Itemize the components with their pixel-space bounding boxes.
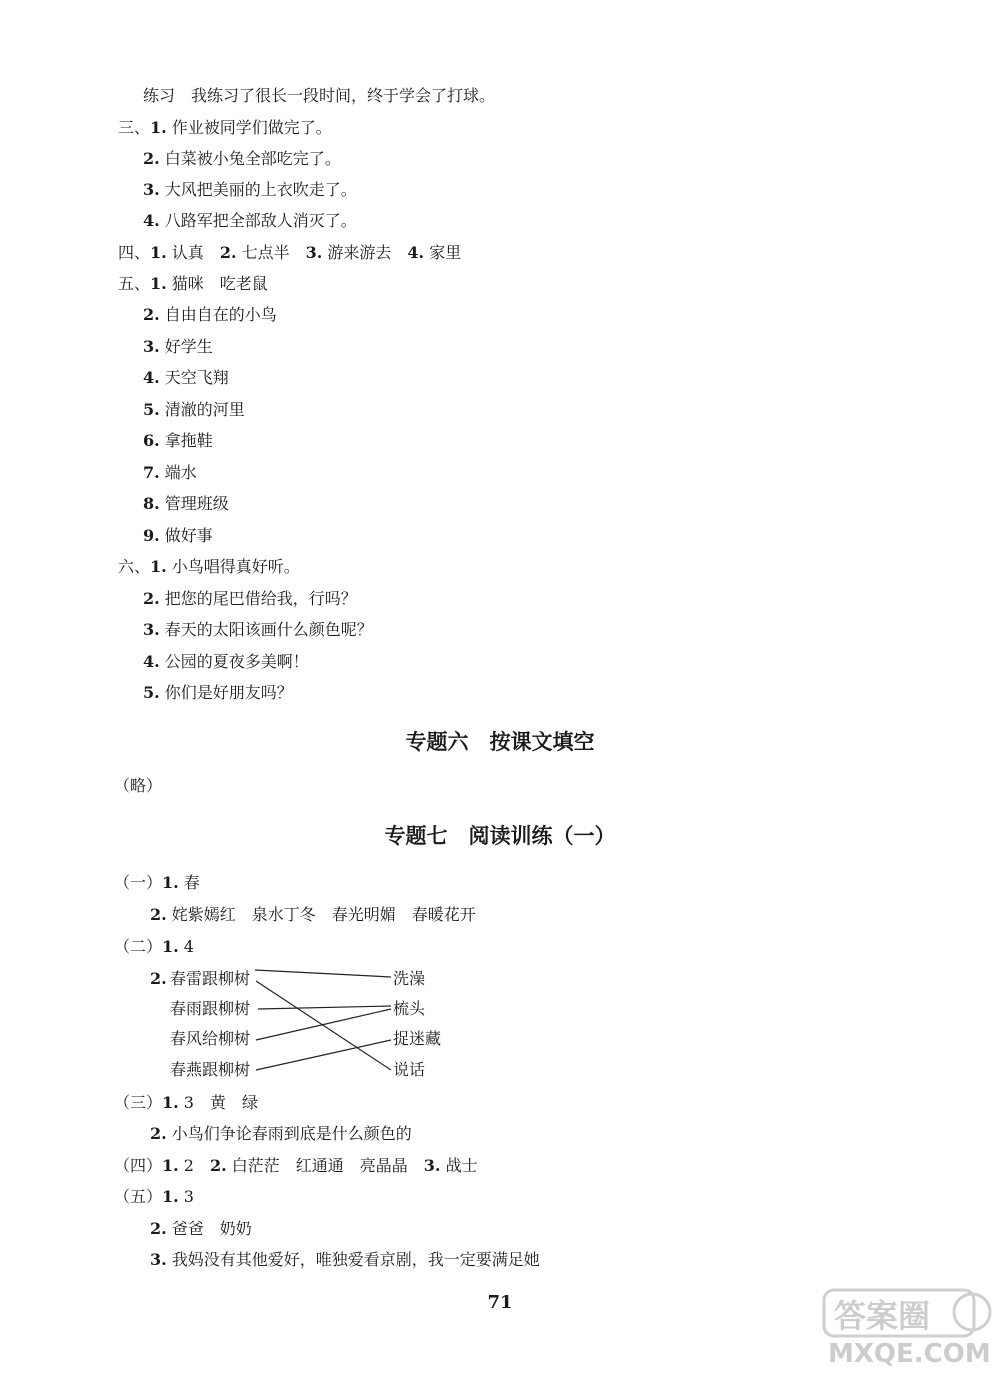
answer-line: 6. 拿拖鞋 [143, 431, 213, 450]
match-right-3: 捉迷藏 [393, 1029, 442, 1048]
answer-line: 2. 白菜被小兔全部吃完了。 [143, 149, 341, 168]
match-left-2: 春雨跟柳树 [170, 999, 251, 1018]
answer-line: 2. [150, 969, 167, 988]
section-heading-6: 专题六 按课文填空 [405, 730, 595, 754]
answer-line: 3. 大风把美丽的上衣吹走了。 [143, 180, 357, 199]
answer-line: 5. 你们是好朋友吗？ [143, 683, 293, 702]
omitted-note: （略） [114, 776, 163, 795]
answer-line: 2. 姹紫嫣红 泉水丁冬 春光明媚 春暖花开 [150, 905, 476, 924]
section-heading-7: 专题七 阅读训练（一） [384, 824, 616, 848]
answer-line: 五、1. 猫咪 吃老鼠 [118, 274, 268, 293]
match-right-4: 说话 [393, 1060, 426, 1079]
answer-line: 2. 把您的尾巴借给我，行吗？ [143, 589, 357, 608]
match-left-3: 春风给柳树 [170, 1029, 251, 1048]
answer-line: （一）1. 春 [114, 873, 200, 892]
match-left-1: 春雷跟柳树 [170, 969, 251, 988]
match-line-1 [255, 970, 391, 977]
answer-line: 4. 八路军把全部敌人消灭了。 [143, 211, 357, 230]
answer-line: 5. 清澈的河里 [143, 400, 245, 419]
answer-line: 9. 做好事 [143, 526, 213, 545]
answer-line: （四）1. 2 2. 白茫茫 红通通 亮晶晶 3. 战士 [114, 1156, 478, 1175]
match-right-2: 梳头 [393, 999, 426, 1018]
answer-line: 4. 天空飞翔 [143, 368, 229, 387]
match-right-1: 洗澡 [393, 969, 426, 988]
answer-line: 8. 管理班级 [143, 494, 229, 513]
watermark-logo [822, 1286, 994, 1368]
match-left-4: 春燕跟柳树 [170, 1060, 251, 1079]
answer-line: 3. 我妈没有其他爱好，唯独爱看京剧，我一定要满足她 [150, 1250, 540, 1269]
exercise-line-1: 练习 我练习了很长一段时间，终于学会了打球。 [143, 86, 496, 105]
answer-line: （五）1. 3 [114, 1187, 194, 1206]
answer-line: 2. 自由自在的小鸟 [143, 305, 277, 324]
match-line-5 [256, 1040, 391, 1070]
answer-line: 3. 春天的太阳该画什么颜色呢？ [143, 620, 373, 639]
match-line-3 [258, 1006, 391, 1009]
answer-line: 4. 公园的夏夜多美啊！ [143, 652, 309, 671]
answer-line: 四、1. 认真 2. 七点半 3. 游来游去 4. 家里 [118, 243, 462, 262]
answer-line: 六、1. 小鸟唱得真好听。 [118, 557, 300, 576]
answer-line: 7. 端水 [143, 463, 197, 482]
answer-line: 2. 小鸟们争论春雨到底是什么颜色的 [150, 1124, 412, 1143]
answer-line: （二）1. 4 [114, 937, 194, 956]
answer-line: 三、1. 作业被同学们做完了。 [118, 118, 332, 137]
match-line-4 [256, 1009, 391, 1040]
answer-line: 3. 好学生 [143, 337, 213, 356]
watermark-bottom-text: MXQE.COM [828, 1339, 991, 1368]
match-line-2 [256, 981, 391, 1070]
answer-line: （三）1. 3 黄 绿 [114, 1093, 258, 1112]
watermark-top-text: 答案圈 [834, 1297, 931, 1335]
answer-line: 2. 爸爸 奶奶 [150, 1219, 252, 1238]
page-number: 71 [487, 1292, 513, 1313]
